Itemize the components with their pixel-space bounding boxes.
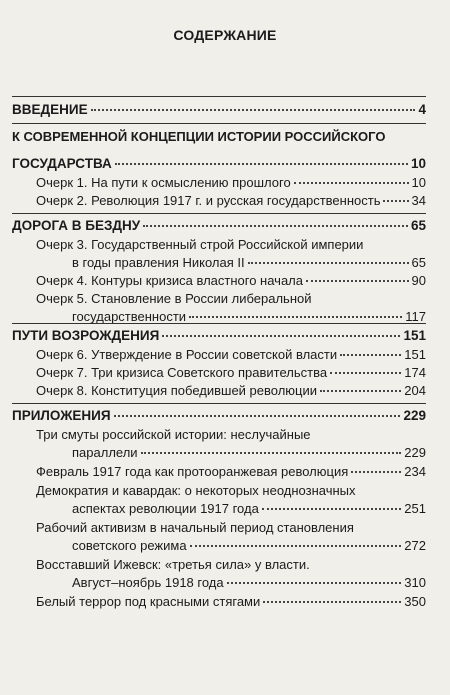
leader-dots (227, 582, 402, 584)
toc-section-part1[interactable] (12, 156, 426, 171)
toc-entry-page: 65 (411, 255, 426, 270)
section-divider (12, 403, 426, 404)
toc-entry-label: ПРИЛОЖЕНИЯ (12, 408, 111, 423)
toc-entry-label: Белый террор под красными стягами (36, 594, 261, 609)
leader-dots (330, 372, 401, 374)
toc-entry-page: 234 (404, 464, 426, 479)
toc-entry-label: советского режима (72, 538, 187, 553)
leader-dots (294, 182, 409, 184)
toc-entry-appendix-5-line1[interactable]: Восставший Ижевск: «третья сила» у власти. (36, 557, 310, 572)
toc-entry-appendix-2[interactable] (36, 464, 426, 479)
leader-dots (351, 471, 401, 473)
toc-entry-label: аспектах революции 1917 года (72, 501, 259, 516)
toc-entry-page: 310 (404, 575, 426, 590)
toc-entry-label: Очерк 7. Три кризиса Советского правительства (36, 365, 328, 380)
toc-entry-label: Очерк 2. Революция 1917 г. и русская государственность (36, 193, 381, 208)
toc-entry-page: 229 (404, 445, 426, 460)
toc-entry-page: 151 (404, 347, 426, 362)
leader-dots (91, 109, 416, 111)
toc-entry-label: в годы правления Николая II (72, 255, 245, 270)
toc-entry-page: 90 (411, 273, 426, 288)
leader-dots (263, 601, 401, 603)
section-divider (12, 123, 426, 124)
toc-entry-page: 10 (411, 175, 426, 190)
toc-entry-page: 251 (404, 501, 426, 516)
toc-entry-label: Очерк 6. Утверждение в России советской власти (36, 347, 338, 362)
leader-dots (190, 545, 402, 547)
section-divider (12, 323, 426, 324)
toc-entry-essay-4[interactable] (36, 273, 426, 288)
toc-entry-essay-1[interactable] (36, 175, 426, 190)
toc-entry-label: ВВЕДЕНИЕ (12, 102, 88, 117)
toc-entry-page: 350 (404, 594, 426, 609)
toc-entry-label: ДОРОГА В БЕЗДНУ (12, 218, 141, 233)
toc-entry-label: государственности (72, 309, 187, 324)
toc-entry-page: 151 (403, 328, 426, 343)
page-title: СОДЕРЖАНИЕ (173, 27, 277, 43)
leader-dots (115, 163, 408, 165)
toc-section-part2[interactable] (12, 218, 426, 233)
toc-entry-essay-8[interactable] (36, 383, 426, 398)
toc-entry-appendix-4-line1[interactable]: Рабочий активизм в начальный период становления (36, 520, 354, 535)
leader-dots (262, 508, 401, 510)
toc-entry-page: 65 (410, 218, 426, 233)
toc-entry-introduction[interactable] (12, 102, 426, 117)
toc-entry-page: 204 (404, 383, 426, 398)
toc-entry-label: ПУТИ ВОЗРОЖДЕНИЯ (12, 328, 160, 343)
leader-dots (143, 225, 408, 227)
toc-entry-label: ГОСУДАРСТВА (12, 156, 112, 171)
toc-section-appendix[interactable] (12, 408, 426, 423)
toc-entry-appendix-1[interactable] (72, 445, 426, 460)
section-divider (12, 213, 426, 214)
toc-entry-label: Август–ноябрь 1918 года (72, 575, 224, 590)
toc-entry-page: 174 (404, 365, 426, 380)
toc-section-title[interactable]: К СОВРЕМЕННОЙ КОНЦЕПЦИИ ИСТОРИИ РОССИЙСКОГО (12, 129, 386, 144)
toc-entry-appendix-5[interactable] (72, 575, 426, 590)
toc-entry-essay-3[interactable] (72, 255, 426, 270)
toc-entry-essay-6[interactable] (36, 347, 426, 362)
toc-entry-appendix-1-line1[interactable]: Три смуты российской истории: неслучайные (36, 427, 311, 442)
toc-entry-essay-5[interactable] (72, 309, 426, 324)
toc-entry-essay-7[interactable] (36, 365, 426, 380)
toc-entry-essay-2[interactable] (36, 193, 426, 208)
toc-entry-appendix-3-line1[interactable]: Демократия и кавардак: о некоторых неоднозначных (36, 483, 356, 498)
leader-dots (114, 415, 401, 417)
leader-dots (248, 262, 409, 264)
toc-entry-page: 34 (411, 193, 426, 208)
toc-entry-label: Очерк 8. Конституция победившей революции (36, 383, 318, 398)
toc-entry-appendix-6[interactable] (36, 594, 426, 609)
toc-entry-page: 4 (418, 102, 426, 117)
toc-entry-label: Очерк 1. На пути к осмыслению прошлого (36, 175, 291, 190)
toc-entry-page: 117 (405, 309, 426, 324)
toc-entry-essay-5-line1[interactable]: Очерк 5. Становление в России либеральной (36, 291, 312, 306)
toc-entry-essay-3-line1[interactable]: Очерк 3. Государственный строй Российской империи (36, 237, 364, 252)
leader-dots (340, 354, 401, 356)
leader-dots (383, 200, 408, 202)
toc-entry-page: 10 (410, 156, 426, 171)
leader-dots (162, 335, 400, 337)
toc-section-part3[interactable] (12, 328, 426, 343)
toc-entry-page: 272 (404, 538, 426, 553)
toc-entry-appendix-3[interactable] (72, 501, 426, 516)
leader-dots (141, 452, 402, 454)
leader-dots (320, 390, 401, 392)
section-divider (12, 96, 426, 97)
toc-entry-label: Февраль 1917 года как протооранжевая революция (36, 464, 349, 479)
leader-dots (189, 316, 402, 318)
toc-entry-page: 229 (403, 408, 426, 423)
toc-entry-label: параллели (72, 445, 138, 460)
leader-dots (306, 280, 409, 282)
toc-entry-label: Очерк 4. Контуры кризиса властного начала (36, 273, 303, 288)
toc-entry-appendix-4[interactable] (72, 538, 426, 553)
